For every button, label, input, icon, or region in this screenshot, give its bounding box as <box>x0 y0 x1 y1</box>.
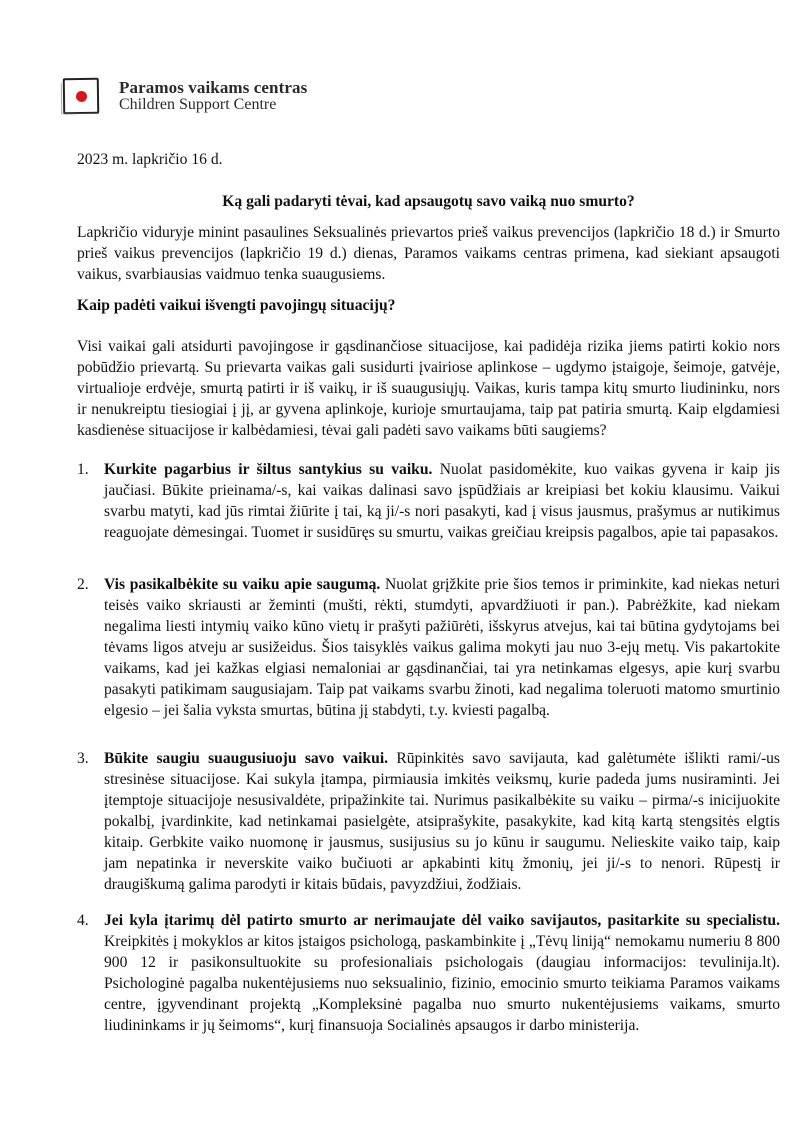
document-title: Ką gali padaryti tėvai, kad apsaugotų savo vaiką nuo smurto? <box>222 193 635 210</box>
section-heading: Kaip padėti vaikui išvengti pavojingų situacijų? <box>77 297 396 314</box>
logo-name-en: Children Support Centre <box>119 95 277 113</box>
logo-text <box>119 79 307 114</box>
list-item-body <box>104 459 780 543</box>
list-number: 4. <box>77 912 89 929</box>
logo-name-lt: Paramos vaikams centras <box>119 77 308 97</box>
list-item-heading: Kurkite pagarbius ir šiltus santykius su vaiku. <box>104 461 433 478</box>
list-item-text: Rūpinkitės savo savijauta, kad galėtumėte išlikti rami/-us stresinėse situacijose. Kai sukyla įtampa, pirmiausia imkitės veiksmų, kurie padeda jums nusiraminti. Jei įtemptoje situacijoje nesusivaldėte, pripažinkite tai. Nurimus pasikalbėkite su vaiku – pirma/-s inicijuokite pokalbį, įvardinkite, kad netinkamai pasielgėte, atsiprašykite, pasakykite, kad kitą kartą stengsitės elgtis kitaip. Gerbkite vaiko nuomonę ir jausmus, susijusius su jo kūnu ir saugumu. Nelieskite vaiko taip, kaip jam nepatinka ir neverskite vaiko bučiuoti ar apkabinti kitų žmonių, jei ji/-s to nenori. Rūpestį ir draugiškumą galima parodyti ir kitais būdais, pavyzdžiui, žodžiais. <box>104 750 780 893</box>
list-item-heading: Vis pasikalbėkite su vaiku apie saugumą. <box>104 576 381 593</box>
list-item <box>77 748 780 895</box>
list-item <box>77 574 780 721</box>
list-number: 3. <box>77 750 89 767</box>
list-item <box>77 910 780 1036</box>
red-dot-square-icon <box>63 78 99 114</box>
list-item-heading: Būkite saugiu suaugusiuoju savo vaikui. <box>104 750 389 767</box>
list-item-text: Kreipkitės į mokyklos ar kitos įstaigos psichologą, paskambinkite į „Tėvų liniją“ nemokamu numeriu 8 800 900 12 ir pasikonsultuokite su profesionaliais psichologais (daugiau informacijos: tevulinija.lt). Psichologinė pagalba nukentėjusiems nuo seksualinio, fizinio, emocinio smurto teikiama Paramos vaikams centre, įgyvendinant projektą „Kompleksinė pagalba nuo smurto nukentėjusiems vaikams, smurto liudininkams ir jų šeimoms“, kurį finansuoja Socialinės apsaugos ir darbo ministerija. <box>104 933 780 1034</box>
body-paragraph: Visi vaikai gali atsidurti pavojingose ir gąsdinančiose situacijose, kai padidėja rizika jiems patirti kokio nors pobūdžio prievartą. Su prievarta vaikas gali susidurti įvairiose aplinkose – ugdymo įstaigoje, šeimoje, gatvėje, virtualioje erdvėje, smurtą patirti ir iš vaikų, ir iš suaugusiųjų. Vaikas, kuris tampa kitų smurto liudininku, nors ir nenukreiptu tiesiogiai į jį, ar gyvena aplinkoje, kurioje smurtaujama, taip pat patiria smurtą. Kaip elgdamiesi kasdienėse situacijose ir kalbėdamiesi, tėvai gali padėti savo vaikams būti saugiems? <box>77 338 780 439</box>
organization-logo <box>63 78 307 114</box>
list-item-body <box>104 574 780 721</box>
list-item-body <box>104 910 780 1036</box>
list-item-body <box>104 748 780 895</box>
document-date: 2023 m. lapkričio 16 d. <box>77 151 223 168</box>
list-number: 2. <box>77 576 89 593</box>
list-item-text: Nuolat grįžkite prie šios temos ir priminkite, kad niekas neturi teisės vaiko skriausti ar žeminti (mušti, rėkti, stumdyti, apvardžiuoti ir pan.). Pabrėžkite, kad niekam negalima liesti intymių vaiko kūno vietų ir prašyti pažiūrėti, išskyrus atvejus, kai tai būtina gydytojams bei tėvams ligos atveju ar susižeidus. Šios taisyklės vaikus galima mokyti jau nuo 3-ejų metų. Vis pakartokite vaikams, kad jei kažkas elgiasi nemaloniai ar gąsdinančiai, tai yra netinkamas elgesys, apie kurį svarbu pasakyti patikimam saugusiajam. Taip pat vaikams svarbu žinoti, kad negalima toleruoti matomo smurtinio elgesio – jei šalia vyksta smurtas, būtina jį stabdyti, t.y. kviesti pagalbą. <box>104 576 780 719</box>
list-number: 1. <box>77 461 89 478</box>
list-item <box>77 459 780 543</box>
list-item-text: Nuolat pasidomėkite, kuo vaikas gyvena ir kaip jis jaučiasi. Būkite prieinama/-s, kai vaikas dalinasi savo įspūdžiais ar kreipiasi bet kokiu klausimu. Vaikui svarbu matyti, kad jūs rimtai žiūrite į tai, ką ji/-s nori pasakyti, kad į visus jausmus, prašymus ar nutikimus reaguojate dėmesingai. Tuomet ir susidūręs su smurtu, vaikas greičiau kreipsis pagalbos, apie tai papasakos. <box>104 461 780 541</box>
logo-red-dot <box>75 90 86 101</box>
list-item-heading: Jei kyla įtarimų dėl patirto smurto ar nerimaujate dėl vaiko savijautos, pasitarkite su specialistu. <box>104 912 780 929</box>
intro-paragraph: Lapkričio viduryje minint pasaulines Seksualinės prievartos prieš vaikus prevencijos (lapkričio 18 d.) ir Smurto prieš vaikus prevencijos (lapkričio 19 d.) dienas, Paramos vaikams centras primena, kad siekiant apsaugoti vaikus, svarbiausias vaidmuo tenka suaugusiems. <box>77 224 780 283</box>
